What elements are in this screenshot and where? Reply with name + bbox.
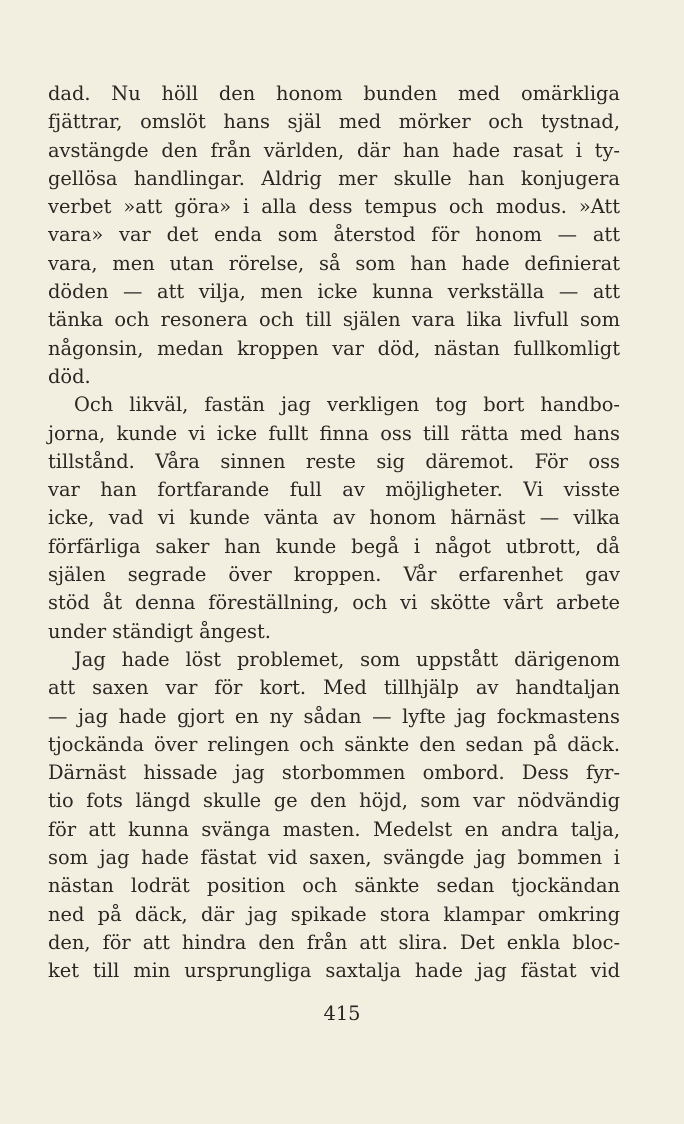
text-line: fjättrar, omslöt hans själ med mörker och tystnad, xyxy=(48,110,620,134)
text-line: döden — att vilja, men icke kunna verkställa — att xyxy=(48,280,620,304)
text-line: för att kunna svänga masten. Medelst en andra talja, xyxy=(48,817,620,841)
text-line: själen segrade över kroppen. Vår erfarenhet gav xyxy=(48,563,620,587)
text-line: gellösa handlingar. Aldrig mer skulle han konjugera xyxy=(48,166,620,190)
page-number: 415 xyxy=(323,1002,361,1025)
text-line: verbet »att göra» i alla dess tempus och modus. »Att xyxy=(48,195,620,219)
text-line: tio fots längd skulle ge den höjd, som var nödvändig xyxy=(48,789,620,813)
text-line: Jag hade löst problemet, som uppstått därigenom xyxy=(74,647,620,671)
text-line: förfärliga saker han kunde begå i något utbrott, då xyxy=(48,534,620,558)
text-line: den, för att hindra den från att slira. Det enkla bloc- xyxy=(48,930,620,954)
text-line: under ständigt ångest. xyxy=(48,619,271,643)
text-line: död. xyxy=(48,364,91,388)
text-line: tillstånd. Våra sinnen reste sig däremot. För oss xyxy=(48,449,620,473)
text-line: tänka och resonera och till själen vara lika livfull som xyxy=(48,308,620,332)
text-line: — jag hade gjort en ny sådan — lyfte jag fockmastens xyxy=(48,704,620,728)
text-line: vara, men utan rörelse, så som han hade definierat xyxy=(48,251,620,275)
text-line: avstängde den från världen, där han hade rasat i ty- xyxy=(48,138,620,162)
text-line: jorna, kunde vi icke fullt finna oss till rätta med hans xyxy=(48,421,620,445)
text-line: nästan lodrät position och sänkte sedan tjockändan xyxy=(48,874,620,898)
text-line: någonsin, medan kroppen var död, nästan fullkomligt xyxy=(48,336,620,360)
text-line: var han fortfarande full av möjligheter. Vi visste xyxy=(48,478,620,502)
text-line: dad. Nu höll den honom bunden med omärkliga xyxy=(48,82,620,105)
paragraph xyxy=(48,391,620,646)
text-line: Därnäst hissade jag storbommen ombord. Dess fyr- xyxy=(48,761,620,785)
paragraph xyxy=(48,80,620,391)
text-line: icke, vad vi kunde vänta av honom härnäst — vilka xyxy=(48,506,620,530)
text-line: ned på däck, där jag spikade stora klampar omkring xyxy=(48,902,620,926)
text-line: stöd åt denna föreställning, och vi skötte vårt arbete xyxy=(48,591,620,615)
text-line: Och likväl, fastän jag verkligen tog bort handbo- xyxy=(74,393,620,417)
body-text xyxy=(48,80,620,986)
text-line: vara» var det enda som återstod för honom — att xyxy=(48,223,620,247)
text-line: att saxen var för kort. Med tillhjälp av handtaljan xyxy=(48,676,620,700)
text-line: som jag hade fästat vid saxen, svängde jag bommen i xyxy=(48,846,620,870)
text-line: ket till min ursprungliga saxtalja hade jag fästat vid xyxy=(48,959,620,983)
paragraph xyxy=(48,646,620,986)
text-line: tjockända över relingen och sänkte den sedan på däck. xyxy=(48,732,620,756)
